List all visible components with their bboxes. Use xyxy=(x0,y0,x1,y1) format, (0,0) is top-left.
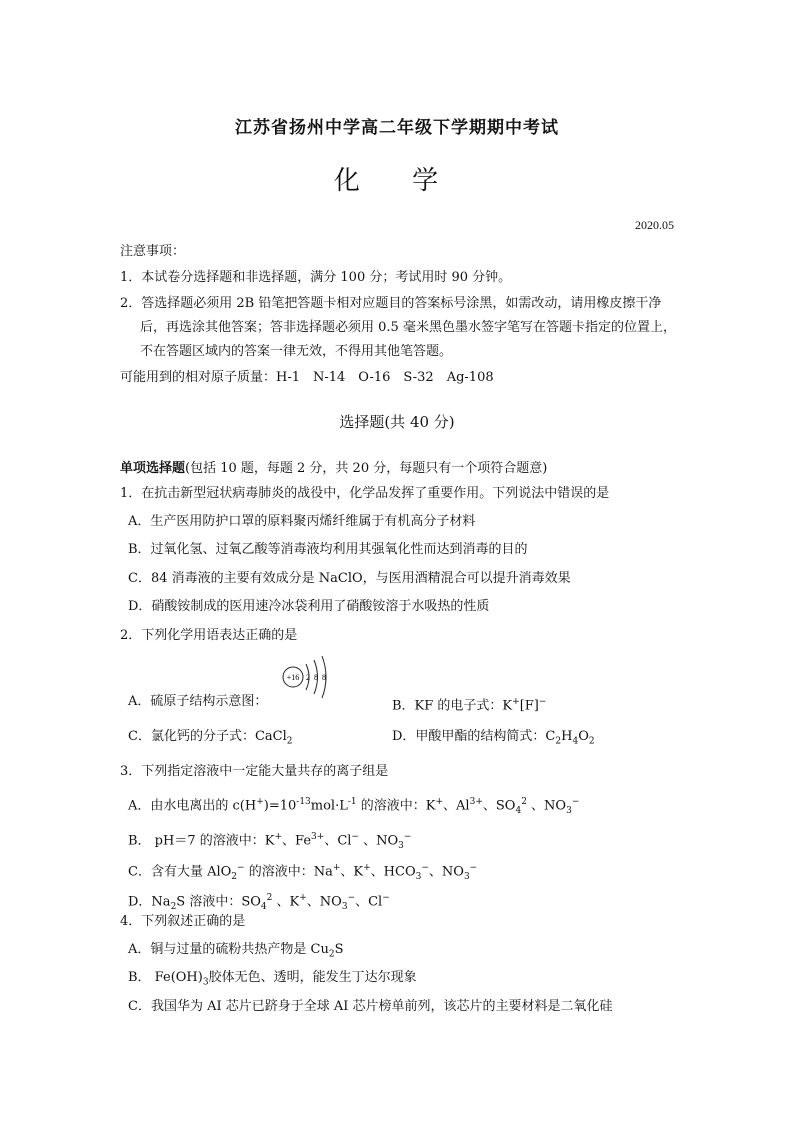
q3-d-k-charge: + xyxy=(299,893,307,903)
q3-d-cl-charge: − xyxy=(382,893,390,903)
q3-d-so4-sub: 4 xyxy=(260,901,267,912)
q3-a-so4: 、SO xyxy=(482,798,516,814)
q3-option-c xyxy=(128,858,477,887)
q2-d-sub3: 2 xyxy=(588,736,595,747)
q3-a-exp: -13 xyxy=(296,797,311,807)
q3-b-fe: 、Fe xyxy=(282,833,312,849)
shell-electrons-2: 8 xyxy=(314,673,318,682)
subject-title: 化 学 xyxy=(333,166,461,196)
q3-c-no3: 、NO xyxy=(428,864,464,880)
q4-stem: 4．下列叙述正确的是 xyxy=(120,914,246,929)
q3-a-pre: A．由水电离出的 c(H xyxy=(128,798,257,814)
q3-d-no3: 、NO xyxy=(306,894,342,910)
q3-a-no3-sup: − xyxy=(571,797,580,807)
q3-d-no3-sub: 3 xyxy=(341,901,348,912)
q4-a-post: S xyxy=(334,942,344,957)
exam-date: 2020.05 xyxy=(635,218,674,232)
q4-option-b xyxy=(128,968,417,993)
q2-b-plus: + xyxy=(512,697,520,707)
q4-option-c: C．我国华为 AI 芯片已跻身于全球 AI 芯片榜单前列，该芯片的主要材料是二氧化硅 xyxy=(128,999,613,1014)
section-title: 选择题(共 40 分) xyxy=(339,413,455,431)
q3-a-no3-sub: 3 xyxy=(566,805,572,816)
notice-item-2-line-2: 后，再选涂其他答案；答非选择题必须用 0.5 毫米黑色墨水签字笔写在答题卡指定的位置上， xyxy=(140,320,676,335)
q2-b-minus: − xyxy=(538,697,547,707)
q2-option-a: A．硫原子结构示意图： xyxy=(128,694,268,709)
q3-b-no3: 、NO xyxy=(358,833,399,849)
q2-stem: 2．下列化学用语表达正确的是 xyxy=(120,628,298,643)
q2-option-d xyxy=(392,727,595,752)
q3-b-no3-sub: 3 xyxy=(398,840,404,851)
q2-d-sub2: 4 xyxy=(572,736,579,747)
q3-a-al-charge: 3+ xyxy=(469,797,483,807)
single-choice-header xyxy=(120,459,547,479)
q1-option-a: A．生产医用防护口罩的原料聚丙烯纤维属于有机高分子材料 xyxy=(128,514,476,529)
single-choice-label: 单项选择题 xyxy=(120,461,186,476)
q3-d-so4-sup: 2 xyxy=(266,893,273,903)
q3-d-k: 、K xyxy=(272,894,300,910)
q3-a-exp2: -1 xyxy=(347,797,357,807)
q3-c-no3-sup: − xyxy=(469,863,478,873)
q3-c-no3-sub: 3 xyxy=(463,871,470,882)
q3-d-cl: 、Cl xyxy=(355,894,383,910)
q3-b-cl: 、Cl xyxy=(324,833,352,849)
notice-item-2-line-1: 2．答选择题必须用 2B 铅笔把答题卡相对应题目的答案标号涂黑，如需改动，请用橡皮擦干净 xyxy=(120,296,662,311)
q3-b-cl-charge: − xyxy=(351,832,359,842)
q3-b-no3-sup: − xyxy=(403,832,412,842)
q3-c-k: 、K xyxy=(340,864,364,880)
shell-electrons-3: 8 xyxy=(322,673,326,682)
q3-c-alo2-sup: − xyxy=(237,863,245,873)
q2-d-o: O xyxy=(578,729,589,744)
q3-c-hco3: 、HCO xyxy=(370,864,416,880)
exam-title: 江苏省扬州中学高二年级下学期期中考试 xyxy=(235,118,559,138)
q2-option-b xyxy=(392,692,546,716)
q3-option-b xyxy=(128,827,411,856)
q3-d-na-sub: 2 xyxy=(170,901,177,912)
q3-c-k-charge: + xyxy=(363,863,371,873)
q4-b-sub: 3 xyxy=(202,977,209,988)
q2-b-bracket: [F] xyxy=(519,698,539,714)
q3-b-k: + xyxy=(274,832,283,842)
q3-a-post: 的溶液中：K xyxy=(356,798,436,814)
shell-electrons-1: 2 xyxy=(306,673,310,682)
nucleus-charge: +16 xyxy=(286,673,300,682)
q4-a-pre: A．铜与过量的硫粉共热产物是 Cu xyxy=(128,942,329,957)
atomic-masses: 可能用到的相对原子质量：H-1 N-14 O-16 S-32 Ag-108 xyxy=(120,370,494,385)
sulfur-atom-diagram xyxy=(278,652,338,702)
q1-stem: 1．在抗击新型冠状病毒肺炎的战役中，化学品发挥了重要作用。下列说法中错误的是 xyxy=(120,486,610,501)
q4-b-pre: B． Fe(OH) xyxy=(128,970,203,985)
q3-b-pre: B． pH＝7 的溶液中：K xyxy=(128,833,275,849)
notice-item-1: 1．本试卷分选择题和非选择题，满分 100 分；考试用时 90 分钟。 xyxy=(120,270,512,285)
q4-a-sub: 2 xyxy=(328,949,335,960)
q2-c-sub: 2 xyxy=(286,736,293,747)
q3-c-hco3-sup: − xyxy=(421,863,429,873)
q3-a-al: 、Al xyxy=(443,798,470,814)
q1-option-c: C．84 消毒液的主要有效成分是 NaClO，与医用酒精混合可以提升消毒效果 xyxy=(128,571,571,586)
q3-d-pre: D．Na xyxy=(128,894,171,910)
q2-d-sub1: 2 xyxy=(555,736,562,747)
q3-b-fe-charge: 3+ xyxy=(311,832,325,842)
q2-option-c xyxy=(128,727,292,752)
q3-d-no3-sup: − xyxy=(347,893,356,903)
q3-c-mid: 的溶液中：Na xyxy=(244,864,333,880)
single-choice-desc: (包括 10 题，每题 2 分，共 20 分，每题只有一个项符合题意) xyxy=(185,461,548,476)
q2-d-mid: H xyxy=(561,729,573,744)
q3-a-k: + xyxy=(435,797,444,807)
q3-a-no3: 、NO xyxy=(526,798,567,814)
q3-a-unit: mol·L xyxy=(310,798,348,814)
notice-heading: 注意事项： xyxy=(120,244,186,259)
q3-c-hco3-sub: 3 xyxy=(415,871,422,882)
q4-option-a xyxy=(128,940,343,965)
q3-c-alo2-sub: 2 xyxy=(231,871,238,882)
q2-d-text: D．甲酸甲酯的结构简式：C xyxy=(392,729,556,744)
q3-option-a xyxy=(128,792,579,821)
q3-d-mid: S 溶液中：SO xyxy=(176,894,261,910)
q4-b-post: 胶体无色、透明，能发生丁达尔现象 xyxy=(208,970,417,985)
q1-option-d: D．硝酸铵制成的医用速冷冰袋利用了硝酸铵溶于水吸热的性质 xyxy=(128,599,490,614)
q3-stem: 3．下列指定溶液中一定能大量共存的离子组是 xyxy=(120,764,389,779)
q3-a-mid: )=10 xyxy=(263,798,297,814)
q3-a-plus: + xyxy=(256,797,264,807)
notice-item-2-line-3: 不在答题区域内的答案一律无效，不得用其他笔答题。 xyxy=(140,344,453,359)
q3-a-so4-sub: 4 xyxy=(515,805,522,816)
q3-c-pre: C．含有大量 AlO xyxy=(128,864,232,880)
q3-a-so4-sup: 2 xyxy=(521,797,527,807)
q3-c-na: + xyxy=(332,863,341,873)
q2-b-text: B．KF 的电子式：K xyxy=(392,698,513,714)
q2-c-text: C．氯化钙的分子式：CaCl xyxy=(128,729,287,744)
q1-option-b: B．过氧化氢、过氧乙酸等消毒液均利用其强氧化性而达到消毒的目的 xyxy=(128,542,528,557)
